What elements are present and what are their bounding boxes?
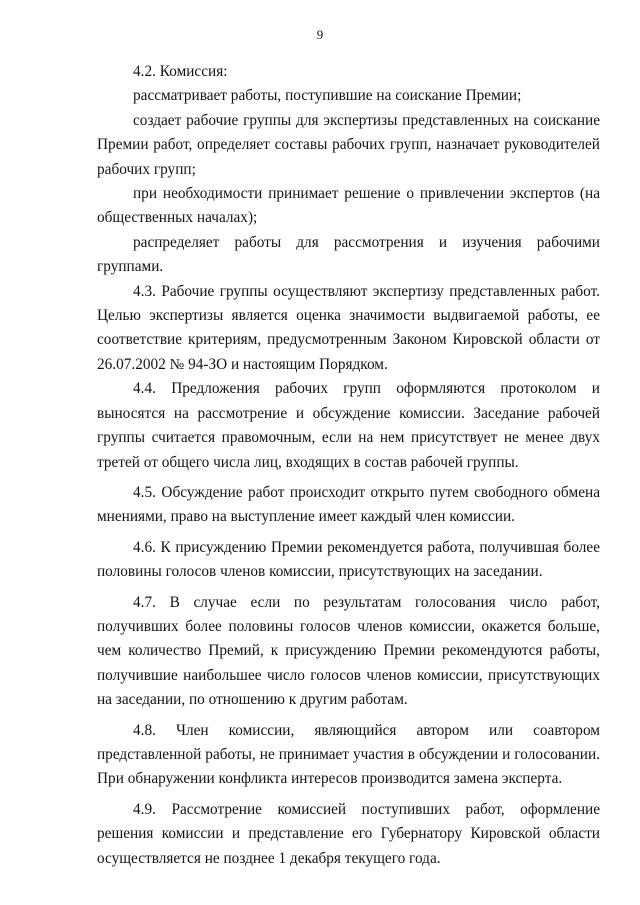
paragraph-4-9: 4.9. Рассмотрение комиссией поступивших работ, оформление решения комиссии и представление его Губернатору Кировской области осуществляется не позднее 1 декабря текущего года. xyxy=(97,800,600,867)
paragraph-commission-distributes: распределяет работы для рассмотрения и изучения рабочими группами. xyxy=(97,233,600,276)
document-body xyxy=(97,60,600,871)
paragraph-4-6: 4.6. К присуждению Премии рекомендуется работа, получившая более половины голосов членов комиссии, присутствующих на заседании. xyxy=(97,538,600,581)
paragraph-4-3: 4.3. Рабочие группы осуществляют экспертизу представленных работ. Целью экспертизы является оценка значимости выдвигаемой работы, ее соответствие критериям, предусмотренным Законом Кировской области от 26.07.2002 № 94-ЗО и настоящим Порядком. xyxy=(97,282,600,373)
paragraph-commission-reviews: рассматривает работы, поступившие на соискание Премии; xyxy=(133,87,522,105)
paragraph-commission-creates-groups: создает рабочие группы для экспертизы представленных на соискание Премии работ, определяет составы рабочих групп, назначает руководителей рабочих групп; xyxy=(97,111,600,178)
paragraph-4-7: 4.7. В случае если по результатам голосования число работ, получивших более половины голосов членов комиссии, окажется больше, чем количество Премий, к присуждению Премии рекомендуются работы, получившие наибольшее число голосов членов комиссии, присутствующих на заседании, по отношению к другим работам. xyxy=(97,593,600,709)
paragraph-4-2-heading: 4.2. Комиссия: xyxy=(133,63,228,80)
paragraph-4-8: 4.8. Член комиссии, являющийся автором или соавтором представленной работы, не принимает участия в обсуждении и голосовании. При обнаружении конфликта интересов производится замена эксперта. xyxy=(97,721,600,788)
paragraph-commission-experts: при необходимости принимает решение о привлечении экспертов (на общественных началах); xyxy=(97,185,600,227)
paragraph-4-4: 4.4. Предложения рабочих групп оформляются протоколом и выносятся на рассмотрение и обсуждение комиссии. Заседание рабочей группы считается правомочным, если на нем присутствует не менее двух третей от общего числа лиц, входящих в состав рабочей группы. xyxy=(97,380,600,471)
page-number: 9 xyxy=(316,27,324,42)
paragraph-4-5: 4.5. Обсуждение работ происходит открыто путем свободного обмена мнениями, право на выступление имеет каждый член комиссии. xyxy=(97,483,600,526)
